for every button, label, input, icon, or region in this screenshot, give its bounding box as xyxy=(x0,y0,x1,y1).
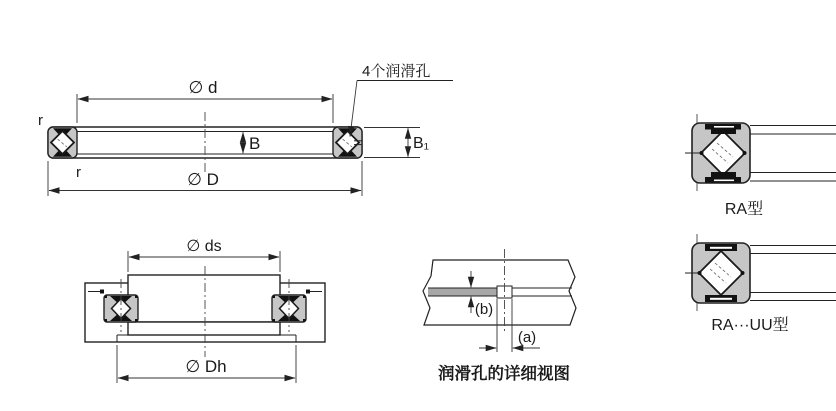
dim-a-label: (a) xyxy=(517,329,537,346)
top-seal xyxy=(705,244,737,251)
ra-uu-type-icon xyxy=(685,234,836,334)
left-roller-section xyxy=(48,127,77,158)
detail-caption: 润滑孔的详细视图 xyxy=(438,365,570,383)
dim-shaft-diameter xyxy=(128,238,280,272)
lube-holes-callout xyxy=(350,62,453,137)
dim-bore-label: ∅ d xyxy=(188,78,218,97)
ra-uu-type-label: RA···UU型 xyxy=(711,317,789,334)
lube-hole-detail-drawing xyxy=(423,249,576,383)
section-view-drawing xyxy=(38,62,453,196)
ra-type-icon xyxy=(685,114,836,218)
shaft-block xyxy=(128,275,280,322)
fillet-r-outer-label: r xyxy=(38,112,43,129)
ra-type-label: RA型 xyxy=(724,201,764,218)
right-roller-section xyxy=(333,127,362,158)
dim-width-label: B xyxy=(249,134,261,153)
mounting-drawing xyxy=(85,238,325,383)
fillet-r-inner-label: r xyxy=(76,164,81,181)
retainer-plate xyxy=(128,322,280,335)
dim-shaft-label: ∅ ds xyxy=(186,238,222,255)
ring-rails xyxy=(750,126,836,182)
dim-housing-label: ∅ Dh xyxy=(185,357,227,376)
dim-housing-diameter xyxy=(117,345,296,383)
lube-holes-label: 4个润滑孔 xyxy=(362,63,431,80)
ring-rails xyxy=(750,246,836,301)
dim-width-B1 xyxy=(364,128,429,158)
dim-width1-label: B₁ xyxy=(413,135,430,152)
bottom-seal xyxy=(705,295,737,302)
dim-outer-label: ∅ D xyxy=(187,170,219,189)
dim-b-label: (b) xyxy=(474,301,494,318)
groove-band xyxy=(428,289,497,296)
